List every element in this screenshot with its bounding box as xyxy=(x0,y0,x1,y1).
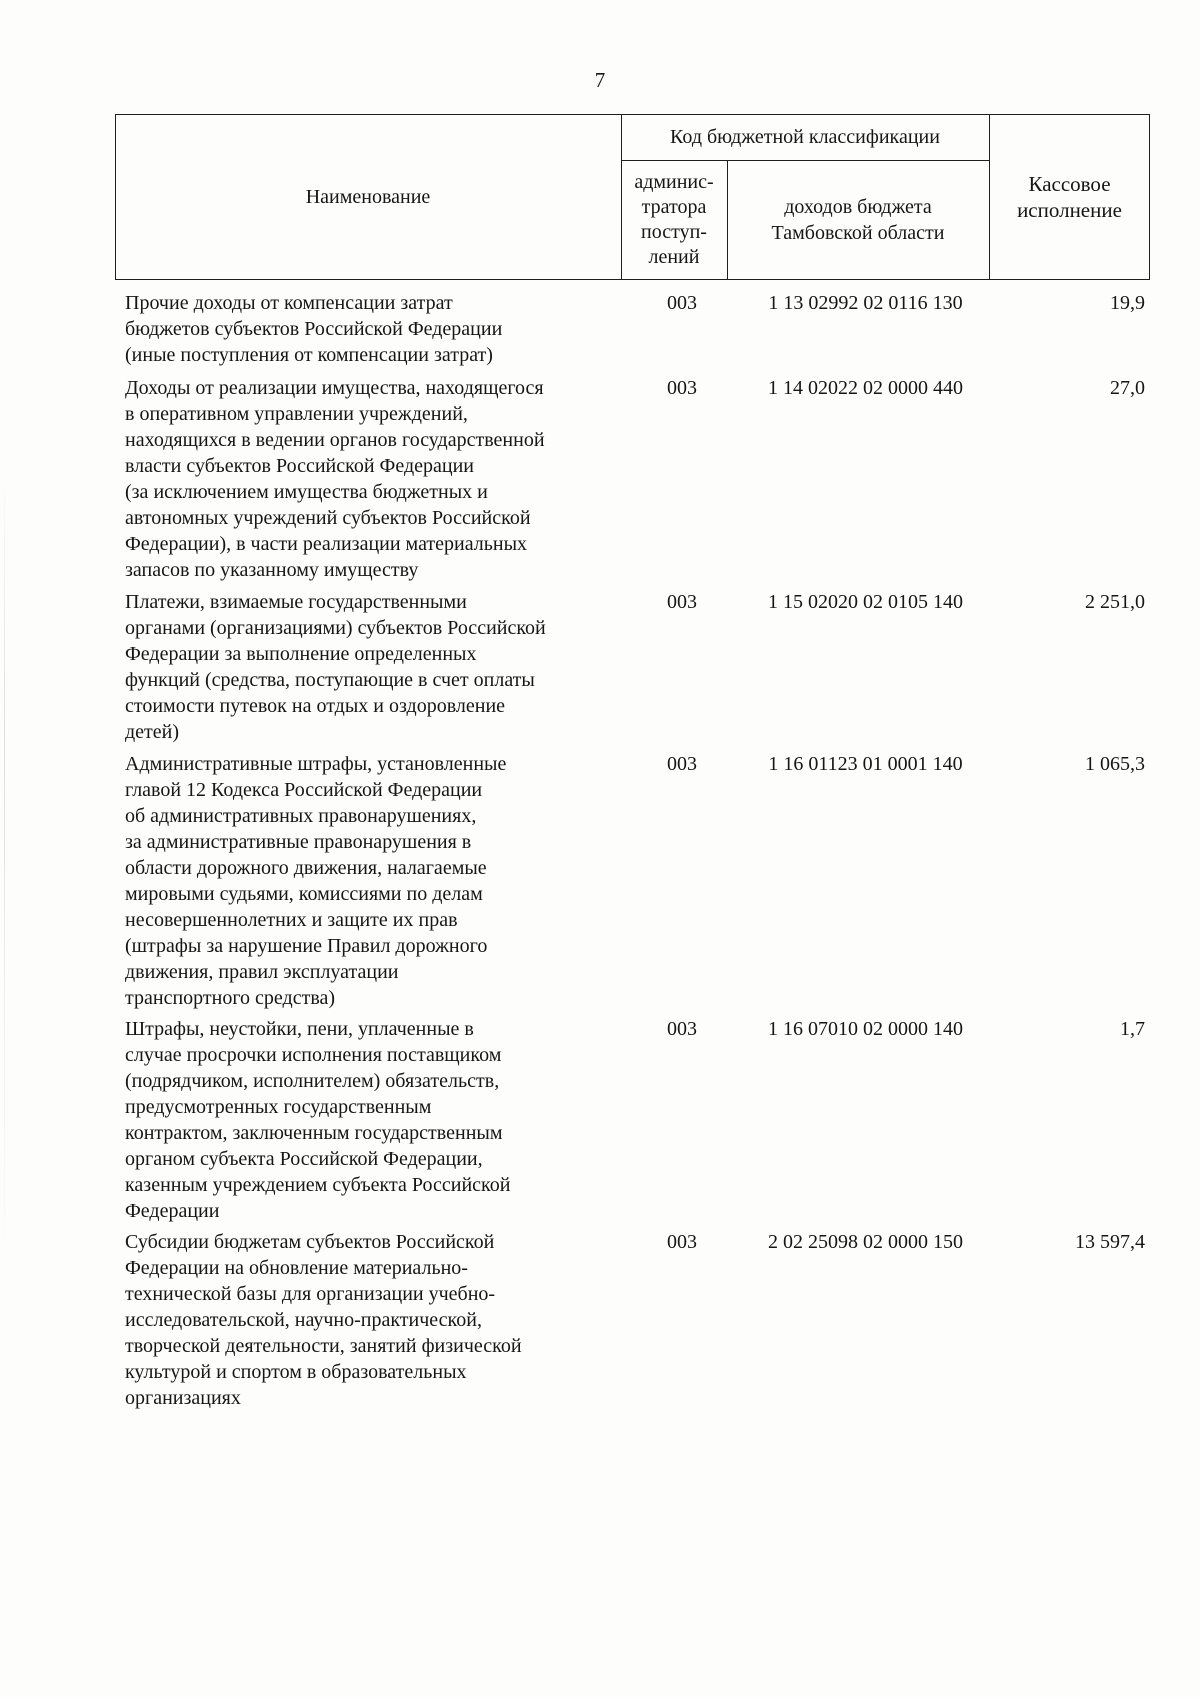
row-name: Доходы от реализации имущества, находящегося в оперативном управлении учреждений, находящихся в ведении органов государственной власти субъектов Российской Федерации (за исключением имущества бюджетных и автономных учреждений субъектов Российской Федерации), в части реализации материальных запасов по указанному имуществу xyxy=(125,377,545,581)
page-number: 7 xyxy=(594,68,606,92)
scan-edge-artifact xyxy=(4,470,5,1290)
row-name: Платежи, взимаемые государственными органами (организациями) субъектов Российской Федерации за выполнение определенных функций (средства, поступающие в счет оплаты стоимости путевок на отдых и оздоровление детей) xyxy=(125,591,546,743)
row-amount: 27,0 xyxy=(1110,377,1145,399)
row-name: Административные штрафы, установленные главой 12 Кодекса Российской Федерации об административных правонарушениях, за административные правонарушения в области дорожного движения, налагаемые мировыми судьями, комиссиями по делам несовершеннолетних и защите их прав (штрафы за нарушение Правил дорожного движения, правил эксплуатации транспортного средства) xyxy=(125,753,507,1009)
row-amount: 1 065,3 xyxy=(1085,753,1145,775)
row-admin-code: 003 xyxy=(667,753,697,775)
header-name: Наименование xyxy=(305,186,431,208)
row-admin-code: 003 xyxy=(667,377,697,399)
row-amount: 1,7 xyxy=(1120,1018,1145,1040)
header-administrator: админис- тратора поступ- лений xyxy=(634,171,714,268)
header-revenue-code: доходов бюджета Тамбовской области xyxy=(771,196,945,244)
row-revenue-code: 1 13 02992 02 0116 130 xyxy=(768,292,963,314)
row-revenue-code: 1 16 01123 01 0001 140 xyxy=(768,753,963,775)
row-amount: 19,9 xyxy=(1110,292,1145,314)
row-name: Штрафы, неустойки, пени, уплаченные в случае просрочки исполнения поставщиком (подрядчиком, исполнителем) обязательств, предусмотренных государственным контрактом, заключенным государственным органом субъекта Российской Федерации, казенным учреждением субъекта Российской Федерации xyxy=(125,1018,511,1222)
row-revenue-code: 1 15 02020 02 0105 140 xyxy=(768,591,963,613)
row-admin-code: 003 xyxy=(667,292,697,314)
header-budget-code-group: Код бюджетной классификации xyxy=(670,126,940,148)
row-amount: 13 597,4 xyxy=(1075,1231,1145,1253)
row-admin-code: 003 xyxy=(667,1018,697,1040)
row-admin-code: 003 xyxy=(667,591,697,613)
header-execution: Кассовое исполнение xyxy=(1017,172,1122,222)
row-revenue-code: 1 14 02022 02 0000 440 xyxy=(768,377,963,399)
row-revenue-code: 2 02 25098 02 0000 150 xyxy=(768,1231,963,1253)
row-amount: 2 251,0 xyxy=(1085,591,1145,613)
row-name: Субсидии бюджетам субъектов Российской Федерации на обновление материально- технической базы для организации учебно- исследовательской, научно-практической, творческой деятельности, занятий физической культурой и спортом в образовательных организациях xyxy=(125,1231,522,1409)
row-revenue-code: 1 16 07010 02 0000 140 xyxy=(768,1018,963,1040)
row-name: Прочие доходы от компенсации затрат бюджетов субъектов Российской Федерации (иные поступления от компенсации затрат) xyxy=(125,292,503,366)
row-admin-code: 003 xyxy=(667,1231,697,1253)
